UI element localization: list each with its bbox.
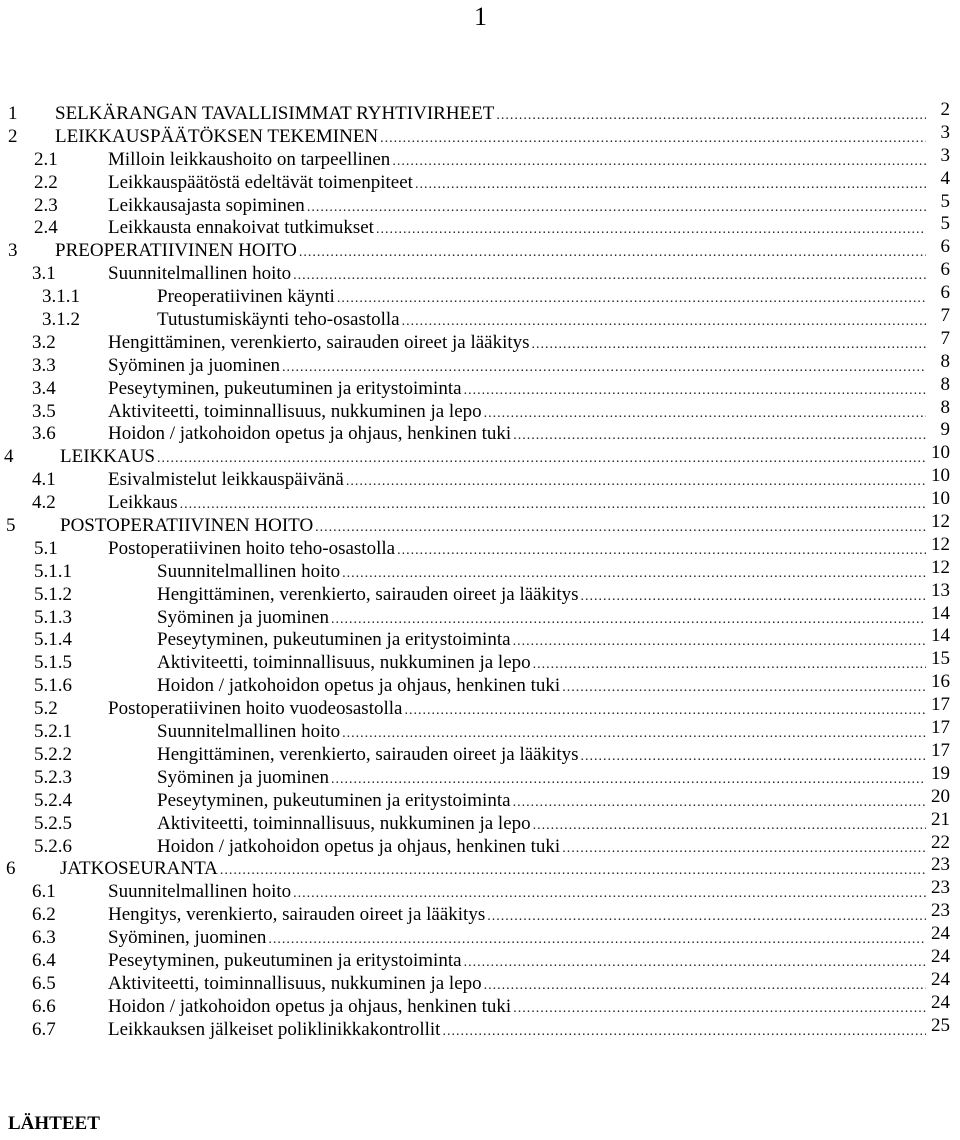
- dot-leader: [282, 357, 926, 380]
- toc-section-number: 2.4: [34, 217, 58, 239]
- toc-page-number: 13: [931, 579, 950, 601]
- toc-page-number: 12: [931, 556, 950, 578]
- dot-leader: [180, 494, 926, 517]
- dot-leader: [268, 929, 926, 952]
- toc-page-number: 23: [931, 854, 950, 876]
- dot-leader: [562, 838, 926, 861]
- toc-entry: [157, 671, 950, 700]
- toc-row: [0, 213, 960, 240]
- toc-row: [0, 282, 960, 309]
- toc-row: [0, 1014, 960, 1042]
- dot-leader: [293, 883, 926, 906]
- toc-section-number: 1: [8, 103, 18, 124]
- toc-page-number: 6: [940, 259, 950, 281]
- toc-page-number: 14: [931, 602, 950, 624]
- toc-entry: [157, 762, 950, 792]
- toc-row: [0, 648, 960, 675]
- toc-section-number: 5.2.6: [34, 835, 72, 857]
- toc-title: Preoperatiivinen käynti: [157, 286, 335, 308]
- toc-row: [0, 488, 960, 515]
- toc-entry: [108, 144, 950, 174]
- table-of-contents: [0, 99, 960, 1042]
- dot-leader: [532, 334, 926, 357]
- toc-row: [0, 465, 960, 492]
- toc-entry: [108, 259, 950, 288]
- toc-title: Hengittäminen, verenkierto, sairauden oireet ja lääkitys: [108, 331, 530, 353]
- toc-title: Hoidon / jatkohoidon opetus ja ohjaus, henkinen tuki: [108, 423, 512, 445]
- toc-row: [0, 671, 960, 698]
- toc-row: [0, 968, 960, 996]
- toc-page-number: 5: [940, 190, 950, 212]
- toc-entry: [157, 556, 950, 586]
- dot-leader: [533, 654, 926, 677]
- toc-title: PREOPERATIIVINEN HOITO: [55, 240, 297, 262]
- toc-title: Hengitys, verenkierto, sairauden oireet ja lääkitys: [108, 904, 486, 926]
- toc-entry: [157, 648, 950, 677]
- toc-section-number: 5.2.2: [34, 743, 72, 765]
- dot-leader: [293, 265, 926, 288]
- toc-section-number: 3.3: [32, 354, 56, 376]
- toc-title: Aktiviteetti, toiminnallisuus, nukkuminen ja lepo: [108, 972, 482, 994]
- dot-leader: [157, 448, 926, 471]
- toc-title: Leikkausta ennakoivat tutkimukset: [108, 217, 374, 239]
- toc-section-number: 4: [4, 446, 14, 468]
- toc-row: [0, 236, 960, 263]
- toc-title: Aktiviteetti, toiminnallisuus, nukkuminen ja lepo: [108, 400, 482, 422]
- dot-leader: [487, 906, 926, 929]
- toc-page-number: 22: [931, 831, 950, 853]
- toc-page-number: 21: [931, 808, 950, 830]
- toc-entry: [157, 717, 950, 746]
- toc-page-number: 7: [940, 305, 950, 327]
- dot-leader: [484, 975, 926, 998]
- toc-page-number: 10: [931, 442, 950, 464]
- toc-row: [0, 808, 960, 836]
- toc-page-number: 17: [931, 717, 950, 739]
- toc-title: Hoidon / jatkohoidon opetus ja ohjaus, henkinen tuki: [157, 675, 561, 697]
- dot-leader: [581, 586, 926, 609]
- dot-leader: [496, 105, 926, 128]
- dot-leader: [392, 151, 926, 174]
- toc-entry: [108, 327, 950, 357]
- dot-leader: [331, 769, 926, 792]
- toc-row: [0, 419, 960, 446]
- dot-leader: [464, 952, 926, 975]
- toc-entry: [108, 419, 950, 448]
- toc-entry: [157, 625, 950, 654]
- toc-row: [0, 511, 960, 538]
- toc-row: [0, 305, 960, 332]
- toc-entry: [55, 236, 950, 265]
- toc-entry: [108, 877, 950, 906]
- toc-page-number: 12: [931, 511, 950, 533]
- toc-page-number: 23: [931, 900, 950, 922]
- toc-section-number: 5.2.3: [34, 766, 72, 788]
- toc-row: [0, 442, 960, 469]
- toc-row: [0, 739, 960, 767]
- toc-row: [0, 350, 960, 378]
- toc-row: [0, 991, 960, 1019]
- toc-page-number: 6: [940, 236, 950, 258]
- toc-title: Hengittäminen, verenkierto, sairauden oireet ja lääkitys: [157, 583, 579, 605]
- toc-section-number: 6.7: [32, 1018, 56, 1040]
- toc-section-number: 6.1: [32, 881, 56, 903]
- toc-title: Aktiviteetti, toiminnallisuus, nukkuminen ja lepo: [157, 812, 531, 834]
- toc-section-number: 6.4: [32, 949, 56, 971]
- toc-page-number: 10: [931, 488, 950, 510]
- toc-page-number: 10: [931, 465, 950, 487]
- toc-page-number: 9: [940, 419, 950, 441]
- toc-title: Peseytyminen, pukeutuminen ja eritystoiminta: [108, 377, 462, 399]
- toc-page-number: 19: [931, 762, 950, 784]
- dot-leader: [220, 860, 926, 883]
- toc-section-number: 3.1.1: [42, 286, 80, 308]
- toc-entry: [108, 213, 950, 242]
- toc-page-number: 25: [931, 1014, 950, 1036]
- toc-entry: [157, 808, 950, 838]
- toc-page-number: 24: [931, 991, 950, 1013]
- toc-section-number: 5.2: [34, 698, 58, 720]
- toc-section-number: 2.1: [34, 148, 58, 170]
- toc-section-number: 5.2.4: [34, 789, 72, 811]
- toc-page-number: 8: [940, 350, 950, 372]
- dot-leader: [415, 174, 926, 197]
- toc-page-number: 3: [940, 144, 950, 166]
- toc-title: Suunnitelmallinen hoito: [108, 881, 292, 903]
- toc-row: [0, 945, 960, 973]
- toc-section-number: 6.2: [32, 904, 56, 926]
- toc-section-number: 3.5: [32, 400, 56, 422]
- toc-entry: [108, 396, 950, 426]
- toc-row: [0, 625, 960, 652]
- toc-row: [0, 533, 960, 561]
- toc-section-number: 2.3: [34, 194, 58, 216]
- toc-row: [0, 877, 960, 904]
- toc-entry: [157, 282, 950, 311]
- toc-page-number: 23: [931, 877, 950, 899]
- toc-section-number: 6.5: [32, 972, 56, 994]
- toc-title: Syöminen ja juominen: [108, 354, 281, 376]
- toc-title: LEIKKAUSPÄÄTÖKSEN TEKEMINEN: [55, 125, 379, 147]
- toc-section-number: 5.1.4: [34, 629, 72, 651]
- toc-section-number: 5.1.2: [34, 583, 72, 605]
- toc-page-number: 20: [931, 785, 950, 807]
- toc-title: Leikkausajasta sopiminen: [108, 194, 305, 216]
- toc-row: [0, 923, 960, 950]
- toc-entry: [108, 190, 950, 220]
- toc-section-number: 5.1.5: [34, 652, 72, 674]
- toc-title: Suunnitelmallinen hoito: [157, 560, 341, 582]
- toc-title: Leikkaus: [108, 492, 178, 514]
- toc-section-number: 3.2: [32, 331, 56, 353]
- toc-entry: [108, 167, 950, 197]
- toc-row: [0, 717, 960, 744]
- toc-entry: [108, 373, 950, 403]
- toc-section-number: 5: [6, 515, 16, 537]
- toc-row: [0, 831, 960, 859]
- toc-entry: [157, 739, 950, 769]
- toc-entry: [60, 442, 950, 471]
- toc-row: [0, 144, 960, 172]
- toc-section-number: 3.1: [32, 263, 56, 285]
- dot-leader: [404, 700, 926, 723]
- toc-entry: [157, 785, 950, 815]
- toc-title: Hengittäminen, verenkierto, sairauden oireet ja lääkitys: [157, 743, 579, 765]
- toc-title: POSTOPERATIIVINEN HOITO: [60, 515, 314, 537]
- toc-row: [0, 373, 960, 401]
- toc-title: Suunnitelmallinen hoito: [157, 721, 341, 743]
- toc-page-number: 5: [940, 213, 950, 235]
- toc-page-number: 14: [931, 625, 950, 647]
- toc-row: [0, 396, 960, 424]
- toc-title: JATKOSEURANTA: [60, 858, 218, 880]
- dot-leader: [307, 197, 926, 220]
- toc-title: LEIKKAUS: [60, 446, 155, 468]
- dot-leader: [484, 403, 926, 426]
- toc-entry: [108, 488, 950, 517]
- toc-page-number: 24: [931, 968, 950, 990]
- toc-title: Aktiviteetti, toiminnallisuus, nukkuminen ja lepo: [157, 652, 531, 674]
- toc-row: [0, 854, 960, 881]
- dot-leader: [376, 219, 926, 242]
- toc-entry: [108, 350, 950, 380]
- dot-leader: [464, 380, 926, 403]
- dot-leader: [513, 998, 926, 1021]
- toc-page-number: 8: [940, 373, 950, 395]
- toc-title: Postoperatiivinen hoito vuodeosastolla: [108, 698, 403, 720]
- toc-section-number: 4.2: [32, 492, 56, 514]
- dot-leader: [346, 471, 926, 494]
- toc-title: Milloin leikkaushoito on tarpeellinen: [108, 148, 391, 170]
- toc-page-number: 6: [940, 282, 950, 304]
- toc-page-number: 24: [931, 923, 950, 945]
- toc-page-number: 2: [940, 99, 950, 120]
- toc-entry: [55, 99, 950, 128]
- toc-entry: [108, 1014, 950, 1044]
- toc-row: [0, 762, 960, 790]
- toc-entry: [157, 831, 950, 861]
- dot-leader: [397, 540, 926, 563]
- toc-row: [0, 900, 960, 927]
- toc-title: Syöminen ja juominen: [157, 606, 330, 628]
- toc-row: [0, 259, 960, 286]
- toc-title: Leikkauksen jälkeiset poliklinikkakontrollit: [108, 1018, 441, 1040]
- dot-leader: [342, 563, 926, 586]
- dot-leader: [513, 792, 926, 815]
- toc-entry: [157, 579, 950, 609]
- toc-section-number: 4.1: [32, 469, 56, 491]
- toc-page-number: 3: [940, 121, 950, 143]
- toc-section-number: 5.2.1: [34, 721, 72, 743]
- toc-section-number: 6.3: [32, 927, 56, 949]
- dot-leader: [562, 677, 926, 700]
- toc-entry: [108, 968, 950, 998]
- dot-leader: [513, 425, 926, 448]
- toc-section-number: 5.2.5: [34, 812, 72, 834]
- toc-title: Tutustumiskäynti teho-osastolla: [157, 309, 400, 331]
- toc-entry: [108, 533, 950, 563]
- toc-title: Hoidon / jatkohoidon opetus ja ohjaus, henkinen tuki: [108, 995, 512, 1017]
- dot-leader: [299, 242, 926, 265]
- toc-page-number: 8: [940, 396, 950, 418]
- toc-title: Peseytyminen, pukeutuminen ja eritystoiminta: [157, 629, 511, 651]
- toc-row: [0, 579, 960, 607]
- toc-page-number: 17: [931, 739, 950, 761]
- toc-section-number: 3.6: [32, 423, 56, 445]
- toc-page-number: 16: [931, 671, 950, 693]
- toc-row: [0, 190, 960, 218]
- toc-row: [0, 694, 960, 721]
- toc-page-number: 24: [931, 945, 950, 967]
- toc-section-number: 2: [8, 125, 18, 147]
- toc-page-number: 4: [940, 167, 950, 189]
- toc-section-number: 5.1.1: [34, 560, 72, 582]
- toc-section-number: 3.1.2: [42, 309, 80, 331]
- dot-leader: [342, 723, 926, 746]
- toc-title: Peseytyminen, pukeutuminen ja eritystoiminta: [108, 949, 462, 971]
- toc-entry: [108, 991, 950, 1021]
- toc-entry: [55, 121, 950, 151]
- toc-entry: [108, 945, 950, 975]
- toc-page-number: 7: [940, 327, 950, 349]
- toc-page-number: 15: [931, 648, 950, 670]
- toc-entry: [157, 305, 950, 334]
- toc-title: Syöminen, juominen: [108, 927, 267, 949]
- toc-title: SELKÄRANGAN TAVALLISIMMAT RYHTIVIRHEET: [55, 103, 495, 124]
- toc-section-number: 6: [6, 858, 16, 880]
- toc-row: [0, 167, 960, 195]
- toc-row: [0, 556, 960, 584]
- dot-leader: [442, 1021, 926, 1044]
- toc-title: Peseytyminen, pukeutuminen ja eritystoiminta: [157, 789, 511, 811]
- dot-leader: [533, 815, 926, 838]
- dot-leader: [581, 746, 926, 769]
- toc-title: Postoperatiivinen hoito teho-osastolla: [108, 537, 396, 559]
- toc-section-number: 6.6: [32, 995, 56, 1017]
- toc-section-number: 3: [8, 240, 18, 262]
- toc-section-number: 3.4: [32, 377, 56, 399]
- toc-entry: [157, 602, 950, 632]
- toc-section-number: 5.1.3: [34, 606, 72, 628]
- toc-page-number: 12: [931, 533, 950, 555]
- page-number: 1: [474, 2, 487, 31]
- dot-leader: [315, 517, 926, 540]
- toc-section-number: 5.1: [34, 537, 58, 559]
- sources-heading: LÄHTEET: [8, 1113, 100, 1134]
- toc-page-number: 17: [931, 694, 950, 716]
- toc-row: [0, 602, 960, 630]
- toc-entry: [60, 511, 950, 540]
- toc-row: [0, 121, 960, 149]
- toc-section-number: 2.2: [34, 171, 58, 193]
- dot-leader: [402, 311, 926, 334]
- dot-leader: [337, 288, 926, 311]
- dot-leader: [513, 631, 926, 654]
- toc-row: [0, 99, 960, 126]
- toc-entry: [108, 694, 950, 723]
- toc-section-number: 5.1.6: [34, 675, 72, 697]
- dot-leader: [331, 609, 926, 632]
- toc-title: Esivalmistelut leikkauspäivänä: [108, 469, 344, 491]
- toc-entry: [108, 465, 950, 494]
- toc-title: Suunnitelmallinen hoito: [108, 263, 292, 285]
- toc-title: Syöminen ja juominen: [157, 766, 330, 788]
- toc-title: Hoidon / jatkohoidon opetus ja ohjaus, henkinen tuki: [157, 835, 561, 857]
- toc-row: [0, 327, 960, 355]
- toc-entry: [108, 923, 950, 952]
- toc-title: Leikkauspäätöstä edeltävät toimenpiteet: [108, 171, 413, 193]
- toc-entry: [108, 900, 950, 929]
- toc-entry: [60, 854, 950, 883]
- toc-row: [0, 785, 960, 813]
- dot-leader: [380, 128, 926, 151]
